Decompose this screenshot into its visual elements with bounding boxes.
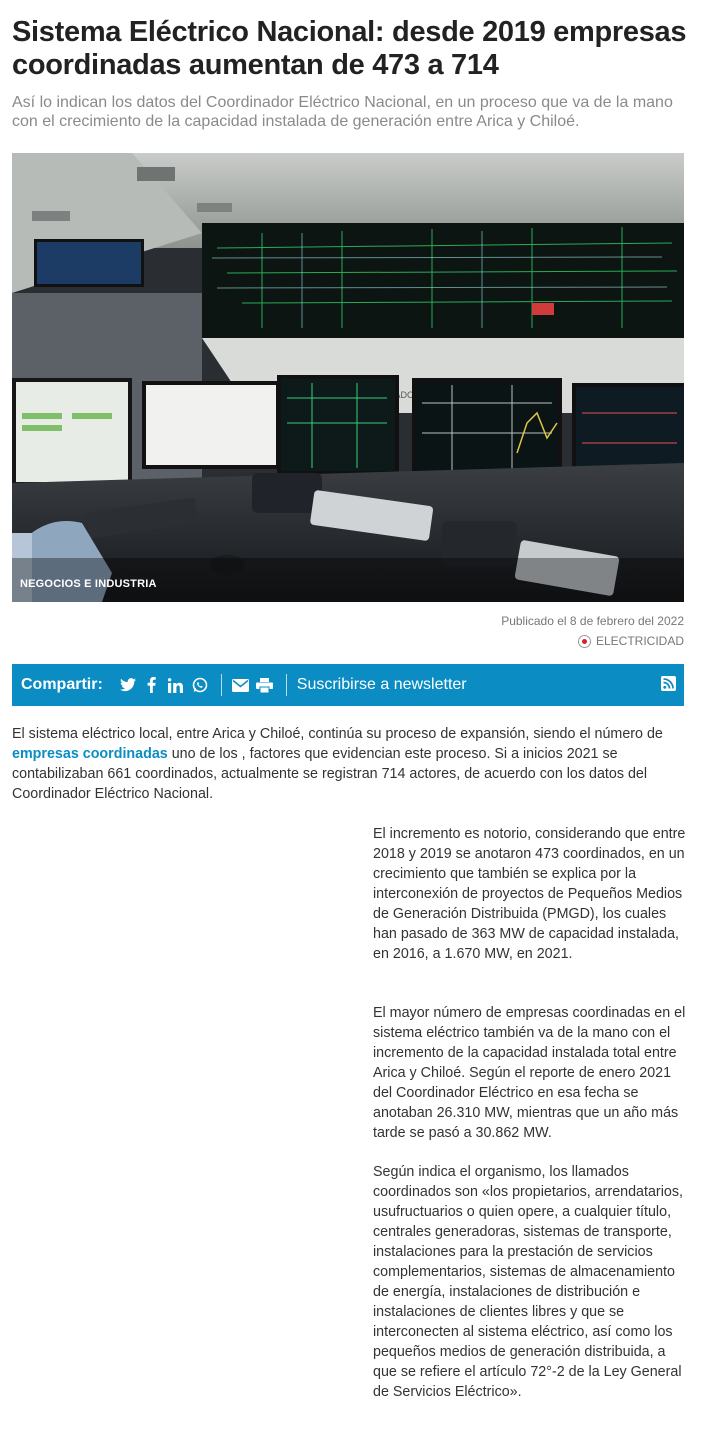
paragraph-text: uno de los , factores que evidencian este proceso. Si a inicios 2021 se contabilizaban 661 coordinados, actualmente se registran 714 actores, de acuerdo con los datos del Coordinador Eléctrico Nacional. bbox=[12, 746, 648, 802]
publish-date: Publicado el 8 de febrero del 2022 bbox=[501, 614, 684, 628]
newsletter-link[interactable]: Suscribirse a newsletter bbox=[296, 676, 467, 693]
share-divider bbox=[221, 674, 222, 696]
twitter-icon[interactable] bbox=[117, 674, 139, 696]
body-paragraph-3: El mayor número de empresas coordinadas en el sistema eléctrico también va de la mano con el incremento de la capacidad instalada total entre Arica y Chiloé. Según el reporte de enero 2021 del Coordinador Eléctrico en esa fecha se anotaban 26.310 MW, mientras que un año más tarde se pasó a 30.862 MW. bbox=[373, 1005, 686, 1141]
empresas-coordinadas-link[interactable]: empresas coordinadas bbox=[12, 746, 168, 762]
article-subtitle: Así lo indican los datos del Coordinador Eléctrico Nacional, en un proceso que va de la mano con el crecimiento de la capacidad instalada de generación entre Arica y Chiloé. bbox=[12, 94, 673, 130]
body-paragraph-1 bbox=[12, 724, 688, 804]
whatsapp-icon[interactable] bbox=[189, 674, 211, 696]
category-link[interactable] bbox=[578, 634, 684, 648]
rss-icon[interactable] bbox=[661, 676, 676, 696]
linkedin-icon[interactable] bbox=[165, 674, 187, 696]
email-icon[interactable] bbox=[230, 674, 252, 696]
print-icon[interactable] bbox=[254, 674, 276, 696]
control-room-photo bbox=[12, 153, 684, 602]
body-paragraph-4: Según indica el organismo, los llamados coordinados son «los propietarios, arrendatarios, usufructuarios o quien opere, a cualquier título, centrales generadoras, sistemas de transporte, instalaciones para la prestación de servicios complementarios, sistemas de almacenamiento de energía, instalaciones de distribución e instalaciones de clientes libres y que se interconecten al sistema eléctrico, así como los pequeños medios de generación distribuida, a que se refiere el artículo 72°-2 de la Ley General de Servicios Eléctrico». bbox=[373, 1164, 683, 1400]
hero-image bbox=[12, 153, 684, 602]
paragraph-text: El sistema eléctrico local, entre Arica y Chiloé, continúa su proceso de expansión, siendo el número de bbox=[12, 726, 663, 742]
category-label: ELECTRICIDAD bbox=[595, 634, 684, 648]
article-title: Sistema Eléctrico Nacional: desde 2019 empresas coordinadas aumentan de 473 a 714 bbox=[12, 16, 687, 81]
share-divider bbox=[286, 674, 287, 696]
share-bar bbox=[12, 664, 684, 706]
image-section-tag[interactable]: NEGOCIOS E INDUSTRIA bbox=[20, 578, 157, 590]
share-label: Compartir: bbox=[21, 676, 103, 693]
facebook-icon[interactable] bbox=[141, 674, 163, 696]
category-icon bbox=[578, 635, 591, 648]
body-paragraph-2: El incremento es notorio, considerando que entre 2018 y 2019 se anotaron 473 coordinados, en un crecimiento que también se explica por la interconexión de proyectos de Pequeños Medios de Generación Distribuida (PMGD), los cuales han pasado de 363 MW de capacidad instalada, en 2016, a 1.670 MW, en 2021. bbox=[373, 826, 686, 962]
